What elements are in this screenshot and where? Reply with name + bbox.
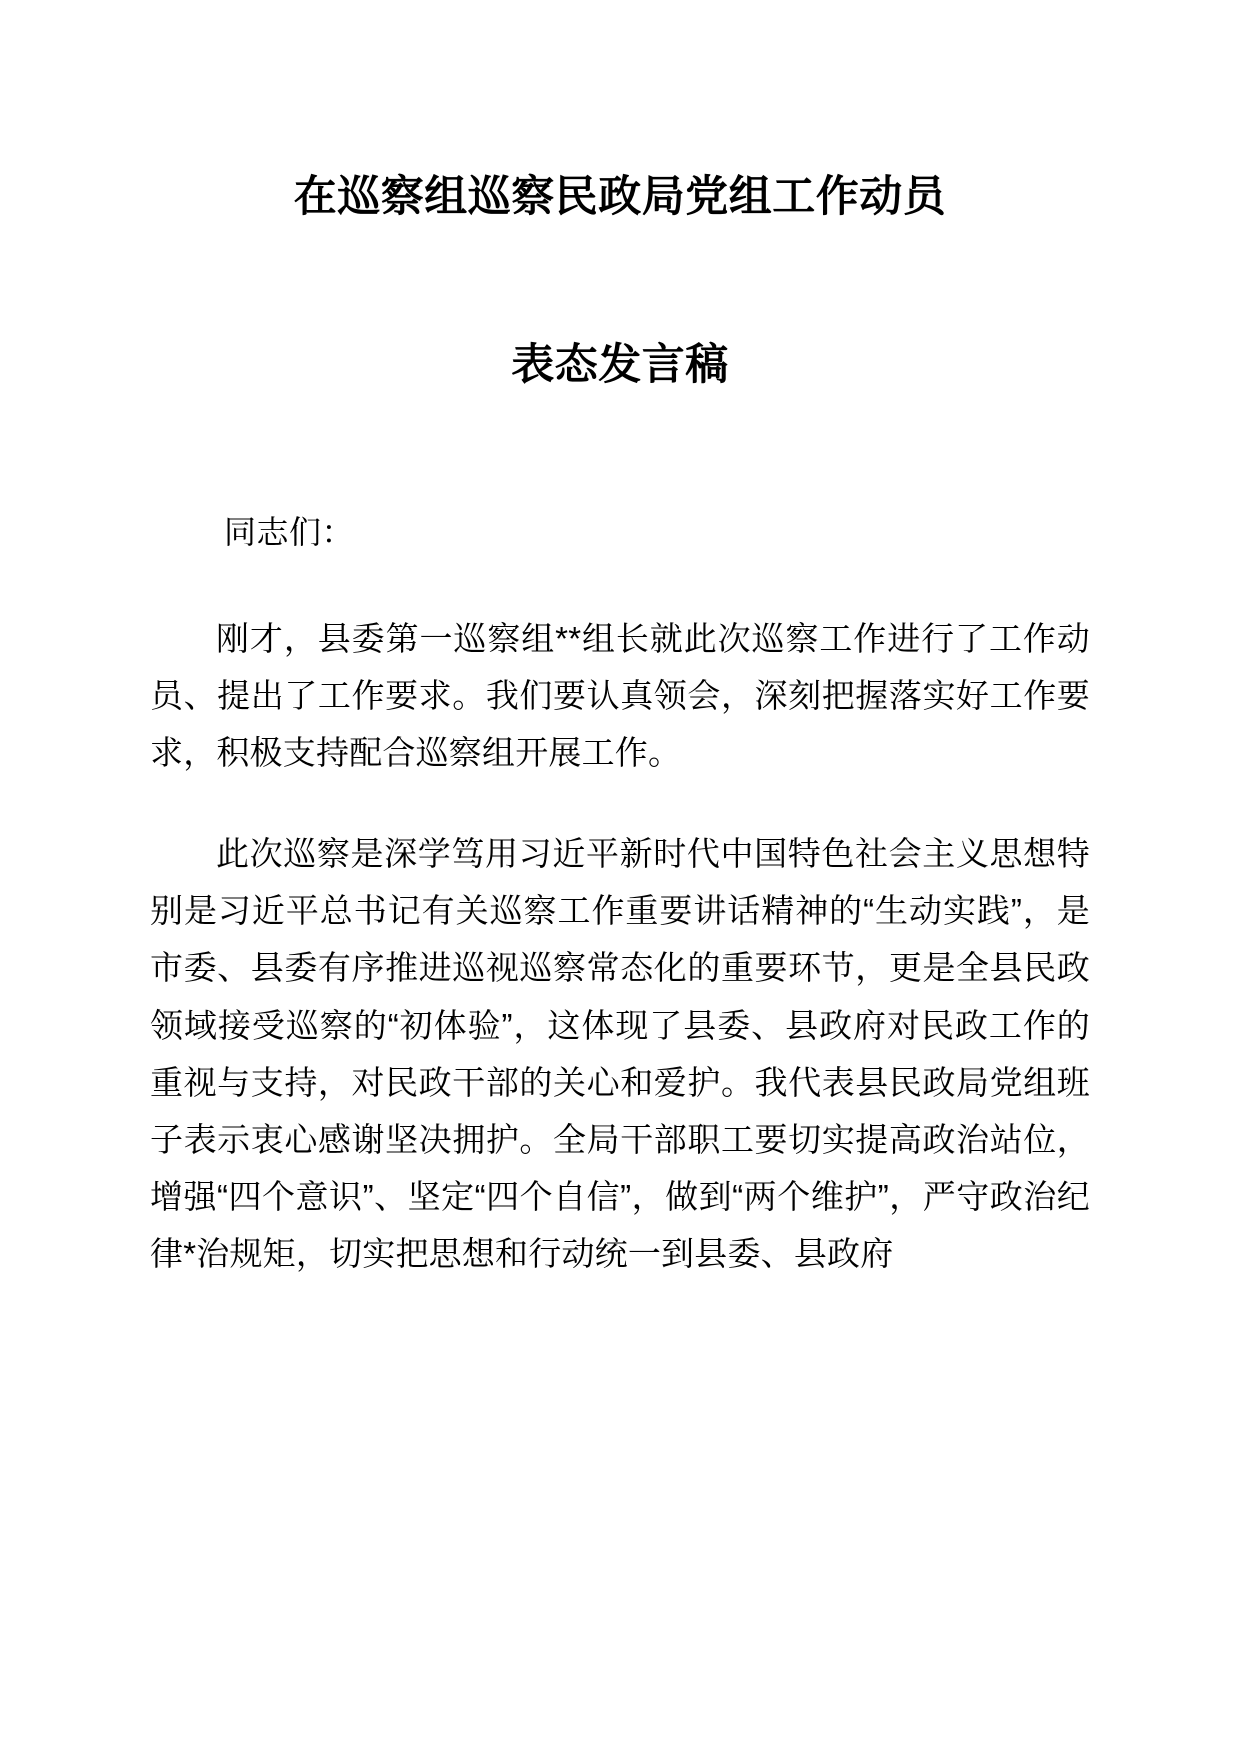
document-title-line-2: 表态发言稿: [511, 341, 729, 390]
body-paragraph-1: 刚才，县委第一巡察组**组长就此次巡察工作进行了工作动员、提出了工作要求。我们要认真领会，深刻把握落实好工作要求，积极支持配合巡察组开展工作。: [150, 620, 1090, 772]
document-title-line-1: 在巡察组巡察民政局党组工作动员: [293, 173, 947, 221]
document-content: [150, 0, 1090, 1282]
salutation: 同志们：: [224, 514, 355, 551]
body-paragraph-2: 此次巡察是深学笃用习近平新时代中国特色社会主义思想特别是习近平总书记有关巡察工作重要讲话精神的“生动实践”，是市委、县委有序推进巡视巡察常态化的重要环节，更是全县民政领域接受巡察的“初体验”，这体现了县委、县政府对民政工作的重视与支持，对民政干部的关心和爱护。我代表县民政局党组班子表示衷心感谢坚决拥护。全局干部职工要切实提高政治站位，增强“四个意识”、坚定“四个自信”，做到“两个维护”，严守政治纪律*治规矩，切实把思想和行动统一到县委、县政府: [150, 835, 1090, 1272]
